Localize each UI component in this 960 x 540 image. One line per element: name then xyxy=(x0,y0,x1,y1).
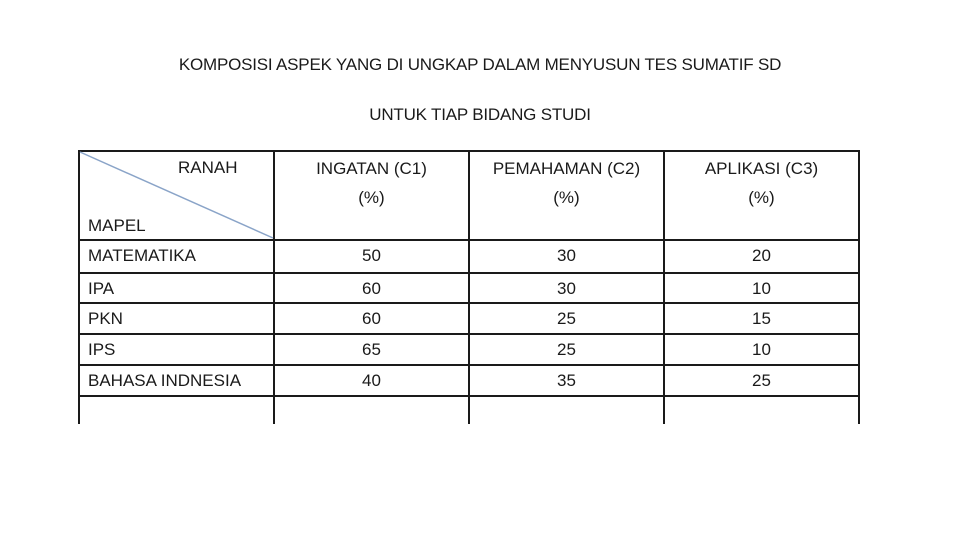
pemahaman-value: 35 xyxy=(557,371,576,390)
table-row xyxy=(78,366,860,396)
ingatan-value: 60 xyxy=(362,279,381,298)
subject-cell: IPS xyxy=(88,340,116,359)
corner-label-ranah: RANAH xyxy=(178,158,238,177)
table-row xyxy=(78,241,860,271)
subject-cell: IPA xyxy=(88,279,115,298)
aplikasi-value: 10 xyxy=(752,279,771,298)
subject-cell: PKN xyxy=(88,309,123,328)
pemahaman-value: 30 xyxy=(557,279,576,298)
header-line-1: PEMAHAMAN (C2) xyxy=(492,159,641,178)
column-header-aplikasi xyxy=(664,152,859,240)
table-row xyxy=(78,335,860,365)
pemahaman-value: 25 xyxy=(557,340,576,359)
header-line-1: APLIKASI (C3) xyxy=(704,159,819,178)
header-line-2: (%) xyxy=(553,188,580,207)
subject-cell: BAHASA INDNESIA xyxy=(88,371,242,390)
pemahaman-value: 30 xyxy=(557,246,576,265)
subject-cell: MATEMATIKA xyxy=(88,246,196,265)
corner-label-mapel: MAPEL xyxy=(88,216,146,235)
column-header-ingatan xyxy=(274,152,469,240)
ingatan-value: 40 xyxy=(362,371,381,390)
aplikasi-value: 15 xyxy=(752,309,771,328)
ingatan-value: 65 xyxy=(362,340,381,359)
ingatan-value: 50 xyxy=(362,246,381,265)
header-line-1: INGATAN (C1) xyxy=(316,159,427,178)
header-line-2: (%) xyxy=(748,188,775,207)
table-row xyxy=(78,274,860,304)
document-subtitle: UNTUK TIAP BIDANG STUDI xyxy=(369,105,591,124)
ingatan-value: 60 xyxy=(362,309,381,328)
composition-table xyxy=(78,150,860,424)
column-header-pemahaman xyxy=(469,152,664,240)
header-line-2: (%) xyxy=(358,188,385,207)
document-title: KOMPOSISI ASPEK YANG DI UNGKAP DALAM MENYUSUN TES SUMATIF SD xyxy=(178,55,782,74)
table-row xyxy=(78,304,860,334)
aplikasi-value: 10 xyxy=(752,340,771,359)
aplikasi-value: 25 xyxy=(752,371,771,390)
aplikasi-value: 20 xyxy=(752,246,771,265)
pemahaman-value: 25 xyxy=(557,309,576,328)
